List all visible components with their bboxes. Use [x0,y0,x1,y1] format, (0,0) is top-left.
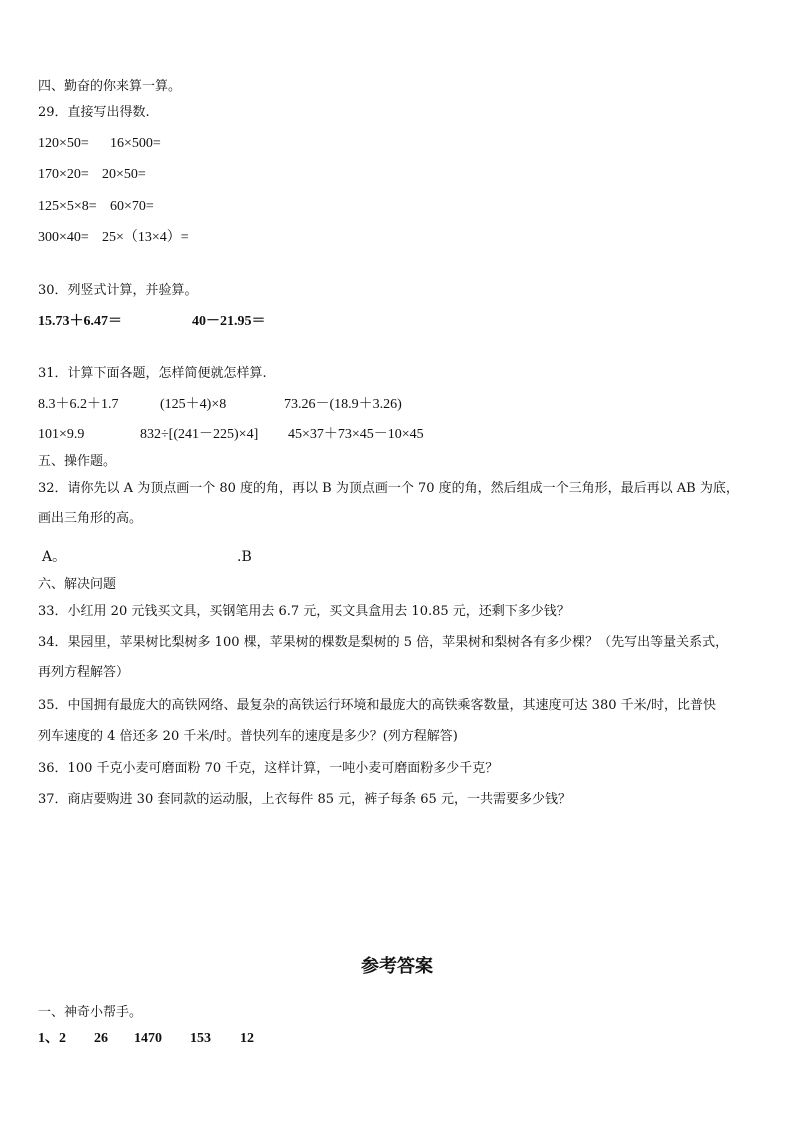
q29-item: 60×70= [110,199,154,214]
q32-text-line1: 32．请你先以 A 为顶点画一个 80 度的角，再以 B 为顶点画一个 70 度的角，然后组成一个三角形，最后再以 AB 为底， [38,481,739,496]
q35-text-line1: 35．中国拥有最庞大的高铁网络、最复杂的高铁运行环境和最庞大的高铁乘客数量，其速度可达 380 千米/时，比普快 [38,698,717,713]
point-b-label: .B [237,549,252,565]
answer-key-title: 参考答案 [361,956,433,977]
q31-label: 31．计算下面各题，怎样简便就怎样算. [38,366,267,381]
answer-label: 1、2 [38,1031,66,1046]
section6-heading: 六、解决问题 [38,577,117,592]
q29-item: 120×50= [38,136,89,151]
q31-item: 8.3＋6.2＋1.7 [38,397,119,412]
q31-item: 45×37＋73×45－10×45 [288,427,424,442]
point-a-label: A。 [42,549,67,565]
answer-value: 153 [190,1031,211,1046]
q29-label: 29．直接写出得数. [38,105,150,120]
q29-item: 125×5×8= [38,199,97,214]
section5-heading: 五、操作题。 [38,454,117,469]
q31-row-1 [38,396,638,414]
q36-text: 36．100 千克小麦可磨面粉 70 千克，这样计算，一吨小麦可磨面粉多少千克？ [38,761,499,776]
q31-item: (125＋4)×8 [160,397,227,412]
q32-text-line2: 画出三角形的高。 [38,511,143,526]
answers-section1-heading: 一、神奇小帮手。 [38,1005,143,1020]
q33-text: 33．小红用 20 元钱买文具，买钢笔用去 6.7 元，买文具盒用去 10.85 元，还剩下多少钱？ [38,604,570,619]
q29-row-4 [38,229,338,247]
q31-row-2 [38,426,638,444]
answer-row-1 [38,1030,438,1048]
q29-row-2 [38,166,338,184]
answer-value: 12 [240,1031,254,1046]
q31-item: 101×9.9 [38,427,85,442]
q30-item: 40－21.95＝ [192,314,266,329]
section4-heading: 四、勤奋的你来算一算。 [38,79,182,94]
q29-item: 20×50= [102,167,146,182]
q35-text-line2: 列车速度的 4 倍还多 20 千米/时。普快列车的速度是多少？(列方程解答) [38,729,458,744]
q29-item: 16×500= [110,136,161,151]
answer-value: 26 [94,1031,108,1046]
q34-text-line1: 34．果园里，苹果树比梨树多 100 棵，苹果树的棵数是梨树的 5 倍，苹果树和梨树各有多少棵？（先写出等量关系式， [38,635,729,650]
q31-item: 73.26－(18.9＋3.26) [284,397,402,412]
q29-row-3 [38,198,338,216]
q37-text: 37．商店要购进 30 套同款的运动服，上衣每件 85 元，裤子每条 65 元，一共需要多少钱？ [38,792,571,807]
q34-text-line2: 再列方程解答） [38,665,130,680]
q30-label: 30．列竖式计算，并验算。 [38,283,198,298]
q29-item: 25×（13×4）= [102,230,189,245]
q30-item: 15.73＋6.47＝ [38,314,122,329]
q29-row-1 [38,135,338,153]
q29-item: 300×40= [38,230,89,245]
q29-item: 170×20= [38,167,89,182]
q30-row [38,313,438,331]
answer-value: 1470 [134,1031,162,1046]
q31-item: 832÷[(241－225)×4] [140,427,259,442]
